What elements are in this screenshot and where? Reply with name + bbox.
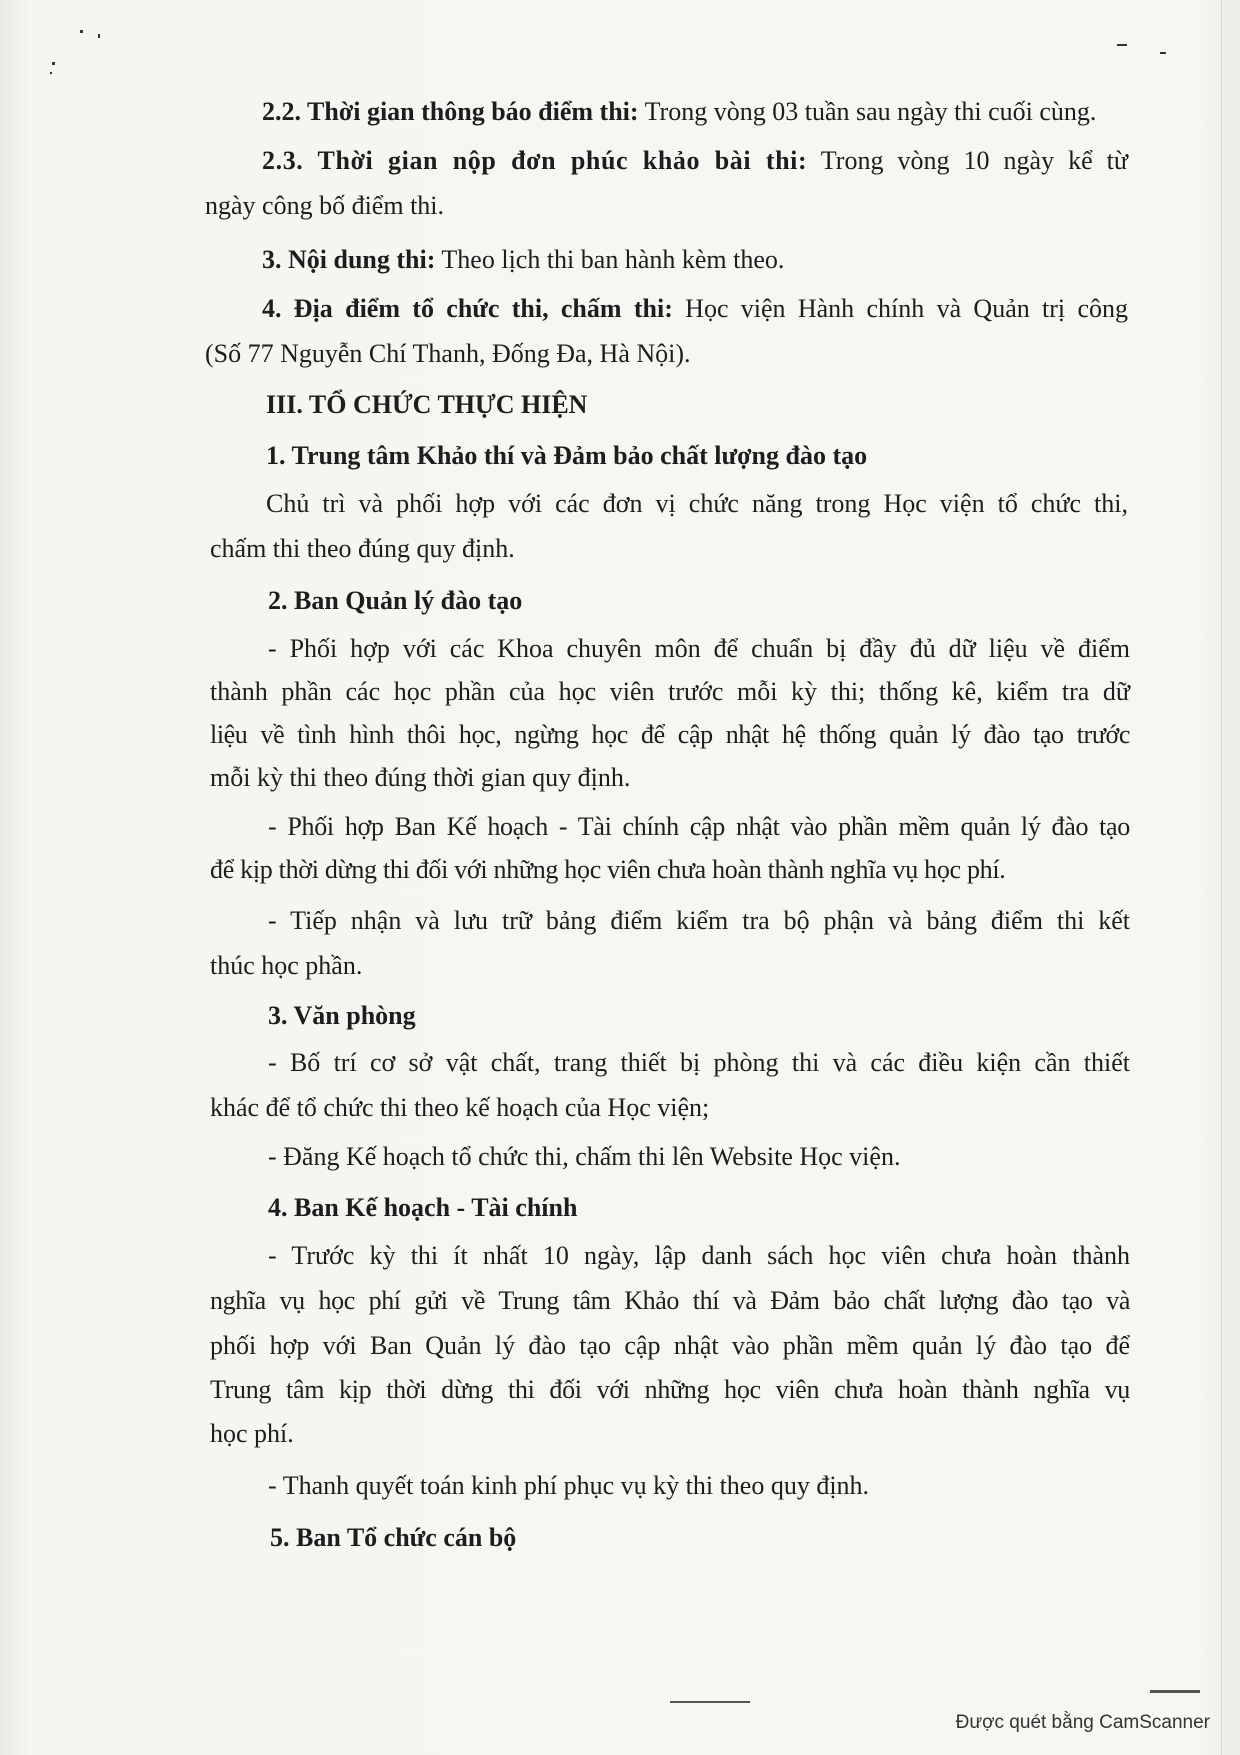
heading-4-bullet-1-l4: Trung tâm kịp thời dừng thi đối với những học viên chưa hoàn thành nghĩa vụ [210,1375,1130,1404]
page-edge-shadow [1221,0,1222,1755]
paragraph-4-label: 4. Địa điểm tổ chức thi, chấm thi: [262,294,673,323]
heading-2-bullet-1-l3: liệu về tình hình thôi học, ngừng học để cập nhật hệ thống quản lý đào tạo trước [210,720,1130,749]
heading-2: 2. Ban Quản lý đào tạo [268,586,523,615]
heading-1: 1. Trung tâm Khảo thí và Đảm bảo chất lượng đào tạo [266,441,868,470]
paragraph-3-label: 3. Nội dung thi: [262,245,436,274]
paragraph-2-3-label: 2.3. Thời gian nộp đơn phúc khảo bài thi: [262,146,808,175]
heading-1-line1: Chủ trì và phối hợp với các đơn vị chức năng trong Học viện tổ chức thi, [266,489,1128,518]
paragraph-2-3-cont: ngày công bố điểm thi. [205,191,445,220]
paragraph-3-text: Theo lịch thi ban hành kèm theo. [435,245,785,274]
heading-4: 4. Ban Kế hoạch - Tài chính [268,1193,578,1222]
section-heading: III. TỔ CHỨC THỰC HIỆN [266,390,588,419]
heading-2-bullet-2-l2: để kịp thời dừng thi đối với những học viên chưa hoàn thành nghĩa vụ học phí. [210,855,1006,884]
paragraph-4-text: Học viện Hành chính và Quản trị công [672,294,1128,323]
paragraph-2-3 [262,145,1128,177]
scan-line [670,1701,750,1703]
heading-3-bullet-2: - Đăng Kế hoạch tổ chức thi, chấm thi lên Website Học viện. [268,1142,901,1171]
paragraph-4 [262,293,1128,325]
paragraph-4-cont: (Số 77 Nguyễn Chí Thanh, Đống Đa, Hà Nội). [205,339,691,368]
heading-2-bullet-1-l4: mỗi kỳ thi theo đúng thời gian quy định. [210,763,631,792]
heading-4-bullet-2: - Thanh quyết toán kinh phí phục vụ kỳ thi theo quy định. [268,1471,870,1500]
heading-1-line2: chấm thi theo đúng quy định. [210,534,515,563]
paragraph-2-2 [262,96,1096,128]
paragraph-2-2-text: Trong vòng 03 tuần sau ngày thi cuối cùng. [638,97,1097,126]
heading-4-bullet-1-l5: học phí. [210,1419,294,1448]
paragraph-2-3-text: Trong vòng 10 ngày kể từ [807,146,1128,175]
camscanner-watermark: Được quét bằng CamScanner [955,1712,1210,1733]
heading-4-bullet-1: - Trước kỳ thi ít nhất 10 ngày, lập danh sách học viên chưa hoàn thành [268,1241,1130,1270]
scan-speck [1117,44,1127,46]
scan-speck [98,34,100,38]
scan-speck [50,72,52,74]
heading-3-bullet-1-l2: khác để tổ chức thi theo kế hoạch của Học viện; [210,1093,710,1122]
heading-4-bullet-1-l3: phối hợp với Ban Quản lý đào tạo cập nhật vào phần mềm quản lý đào tạo để [210,1331,1130,1360]
heading-2-bullet-1: - Phối hợp với các Khoa chuyên môn để chuẩn bị đầy đủ dữ liệu về điểm [268,634,1130,663]
heading-2-bullet-3: - Tiếp nhận và lưu trữ bảng điểm kiểm tra bộ phận và bảng điểm thi kết [268,906,1130,935]
scan-speck [52,62,55,65]
scan-speck [1160,52,1166,54]
heading-3: 3. Văn phòng [268,1001,416,1030]
scan-line [1150,1690,1200,1693]
heading-1-text [266,488,1128,520]
heading-2-bullet-1-l2: thành phần các học phần của học viên trước mỗi kỳ thi; thống kê, kiểm tra dữ [210,677,1130,706]
heading-3-bullet-1: - Bố trí cơ sở vật chất, trang thiết bị phòng thi và các điều kiện cần thiết [268,1048,1130,1077]
scan-speck [80,30,83,33]
heading-2-bullet-3-l2: thúc học phần. [210,951,363,980]
paragraph-3 [262,244,784,276]
heading-5: 5. Ban Tổ chức cán bộ [270,1523,517,1552]
paragraph-2-2-label: 2.2. Thời gian thông báo điểm thi: [262,97,639,126]
heading-2-bullet-2: - Phối hợp Ban Kế hoạch - Tài chính cập nhật vào phần mềm quản lý đào tạo [268,812,1130,841]
heading-4-bullet-1-l2: nghĩa vụ học phí gửi về Trung tâm Khảo thí và Đảm bảo chất lượng đào tạo và [210,1286,1130,1315]
